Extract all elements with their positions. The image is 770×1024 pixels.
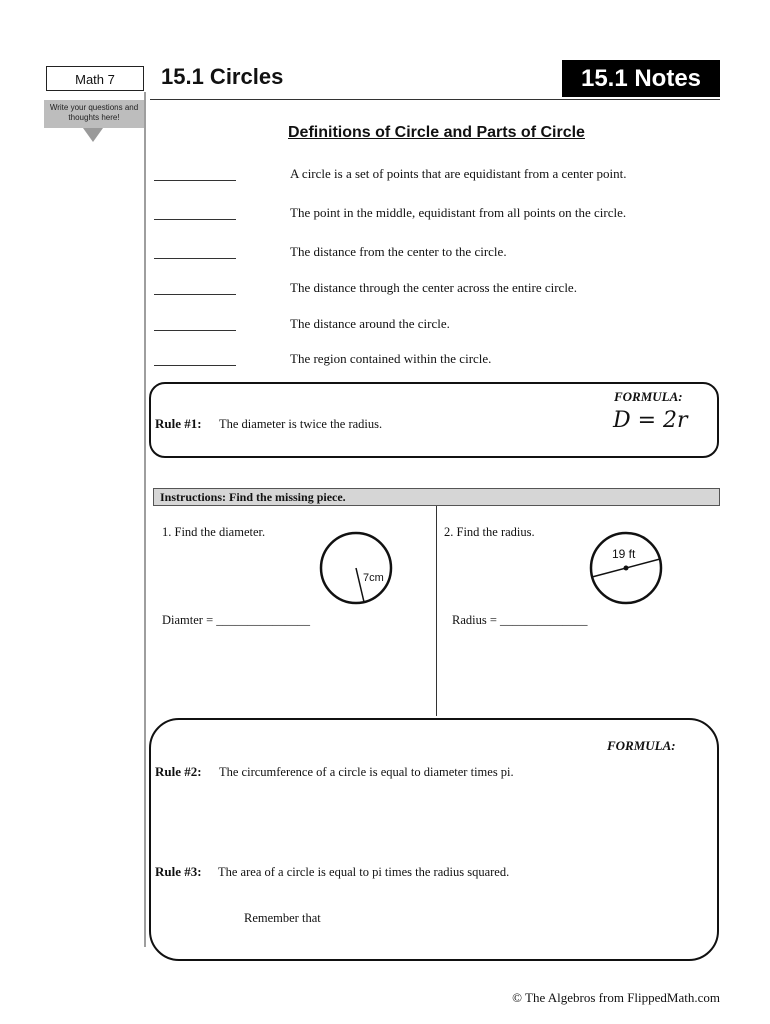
rule3-text: The area of a circle is equal to pi times the radius squared. (218, 865, 510, 879)
definition-text: The region contained within the circle. (290, 351, 492, 366)
rule3-label: Rule #3: (155, 864, 202, 879)
remember-note: Remember that (244, 911, 321, 925)
title-underline (150, 99, 720, 100)
rule1-text: The diameter is twice the radius. (219, 417, 383, 431)
answer-blank[interactable] (154, 219, 236, 220)
rules-box (149, 718, 719, 961)
answer-blank[interactable] (154, 294, 236, 295)
circle-diameter-figure (588, 530, 668, 610)
notes-badge: 15.1 Notes (562, 60, 720, 97)
problem-divider (436, 506, 437, 716)
formula-label: FORMULA: (614, 389, 683, 404)
rule2-text: The circumference of a circle is equal to diameter times pi. (219, 765, 514, 779)
definition-text: The point in the middle, equidistant from all points on the circle. (290, 205, 627, 220)
margin-divider (144, 92, 146, 947)
instructions-bar: Instructions: Find the missing piece. (153, 488, 720, 506)
sidebar-note: Write your questions and thoughts here! (44, 100, 144, 128)
diameter-measure-label: 19 ft (612, 547, 636, 561)
definition-text: The distance around the circle. (290, 316, 450, 331)
definition-row (154, 316, 720, 338)
problem1-prompt: 1. Find the diameter. (162, 525, 266, 539)
lesson-title: 15.1 Circles (161, 64, 284, 89)
down-arrow-icon (83, 128, 103, 142)
problem1-answer[interactable]: Diamter = _______________ (162, 613, 311, 627)
definition-row (154, 166, 720, 188)
circle-radius-figure (318, 530, 398, 610)
definition-text: The distance through the center across the entire circle. (290, 280, 577, 295)
formula-d-2r: D = 2r (613, 408, 688, 433)
definition-row (154, 244, 720, 266)
problem2-answer[interactable]: Radius = ______________ (452, 613, 588, 627)
definition-row (154, 351, 720, 373)
center-point (624, 566, 629, 571)
problem2-prompt: 2. Find the radius. (444, 525, 535, 539)
copyright-footer: © The Algebros from FlippedMath.com (512, 990, 720, 1005)
definition-text: A circle is a set of points that are equidistant from a center point. (290, 166, 627, 181)
answer-blank[interactable] (154, 180, 236, 181)
rule2-label: Rule #2: (155, 764, 202, 779)
answer-blank[interactable] (154, 330, 236, 331)
answer-blank[interactable] (154, 258, 236, 259)
rule1-label: Rule #1: (155, 416, 202, 431)
course-label: Math 7 (46, 66, 144, 91)
section-heading: Definitions of Circle and Parts of Circle (288, 124, 585, 141)
definition-row (154, 205, 720, 227)
definition-row (154, 280, 720, 302)
definition-text: The distance from the center to the circle. (290, 244, 507, 259)
radius-measure-label: 7cm (363, 572, 384, 584)
answer-blank[interactable] (154, 365, 236, 366)
formula-label: FORMULA: (607, 738, 676, 753)
